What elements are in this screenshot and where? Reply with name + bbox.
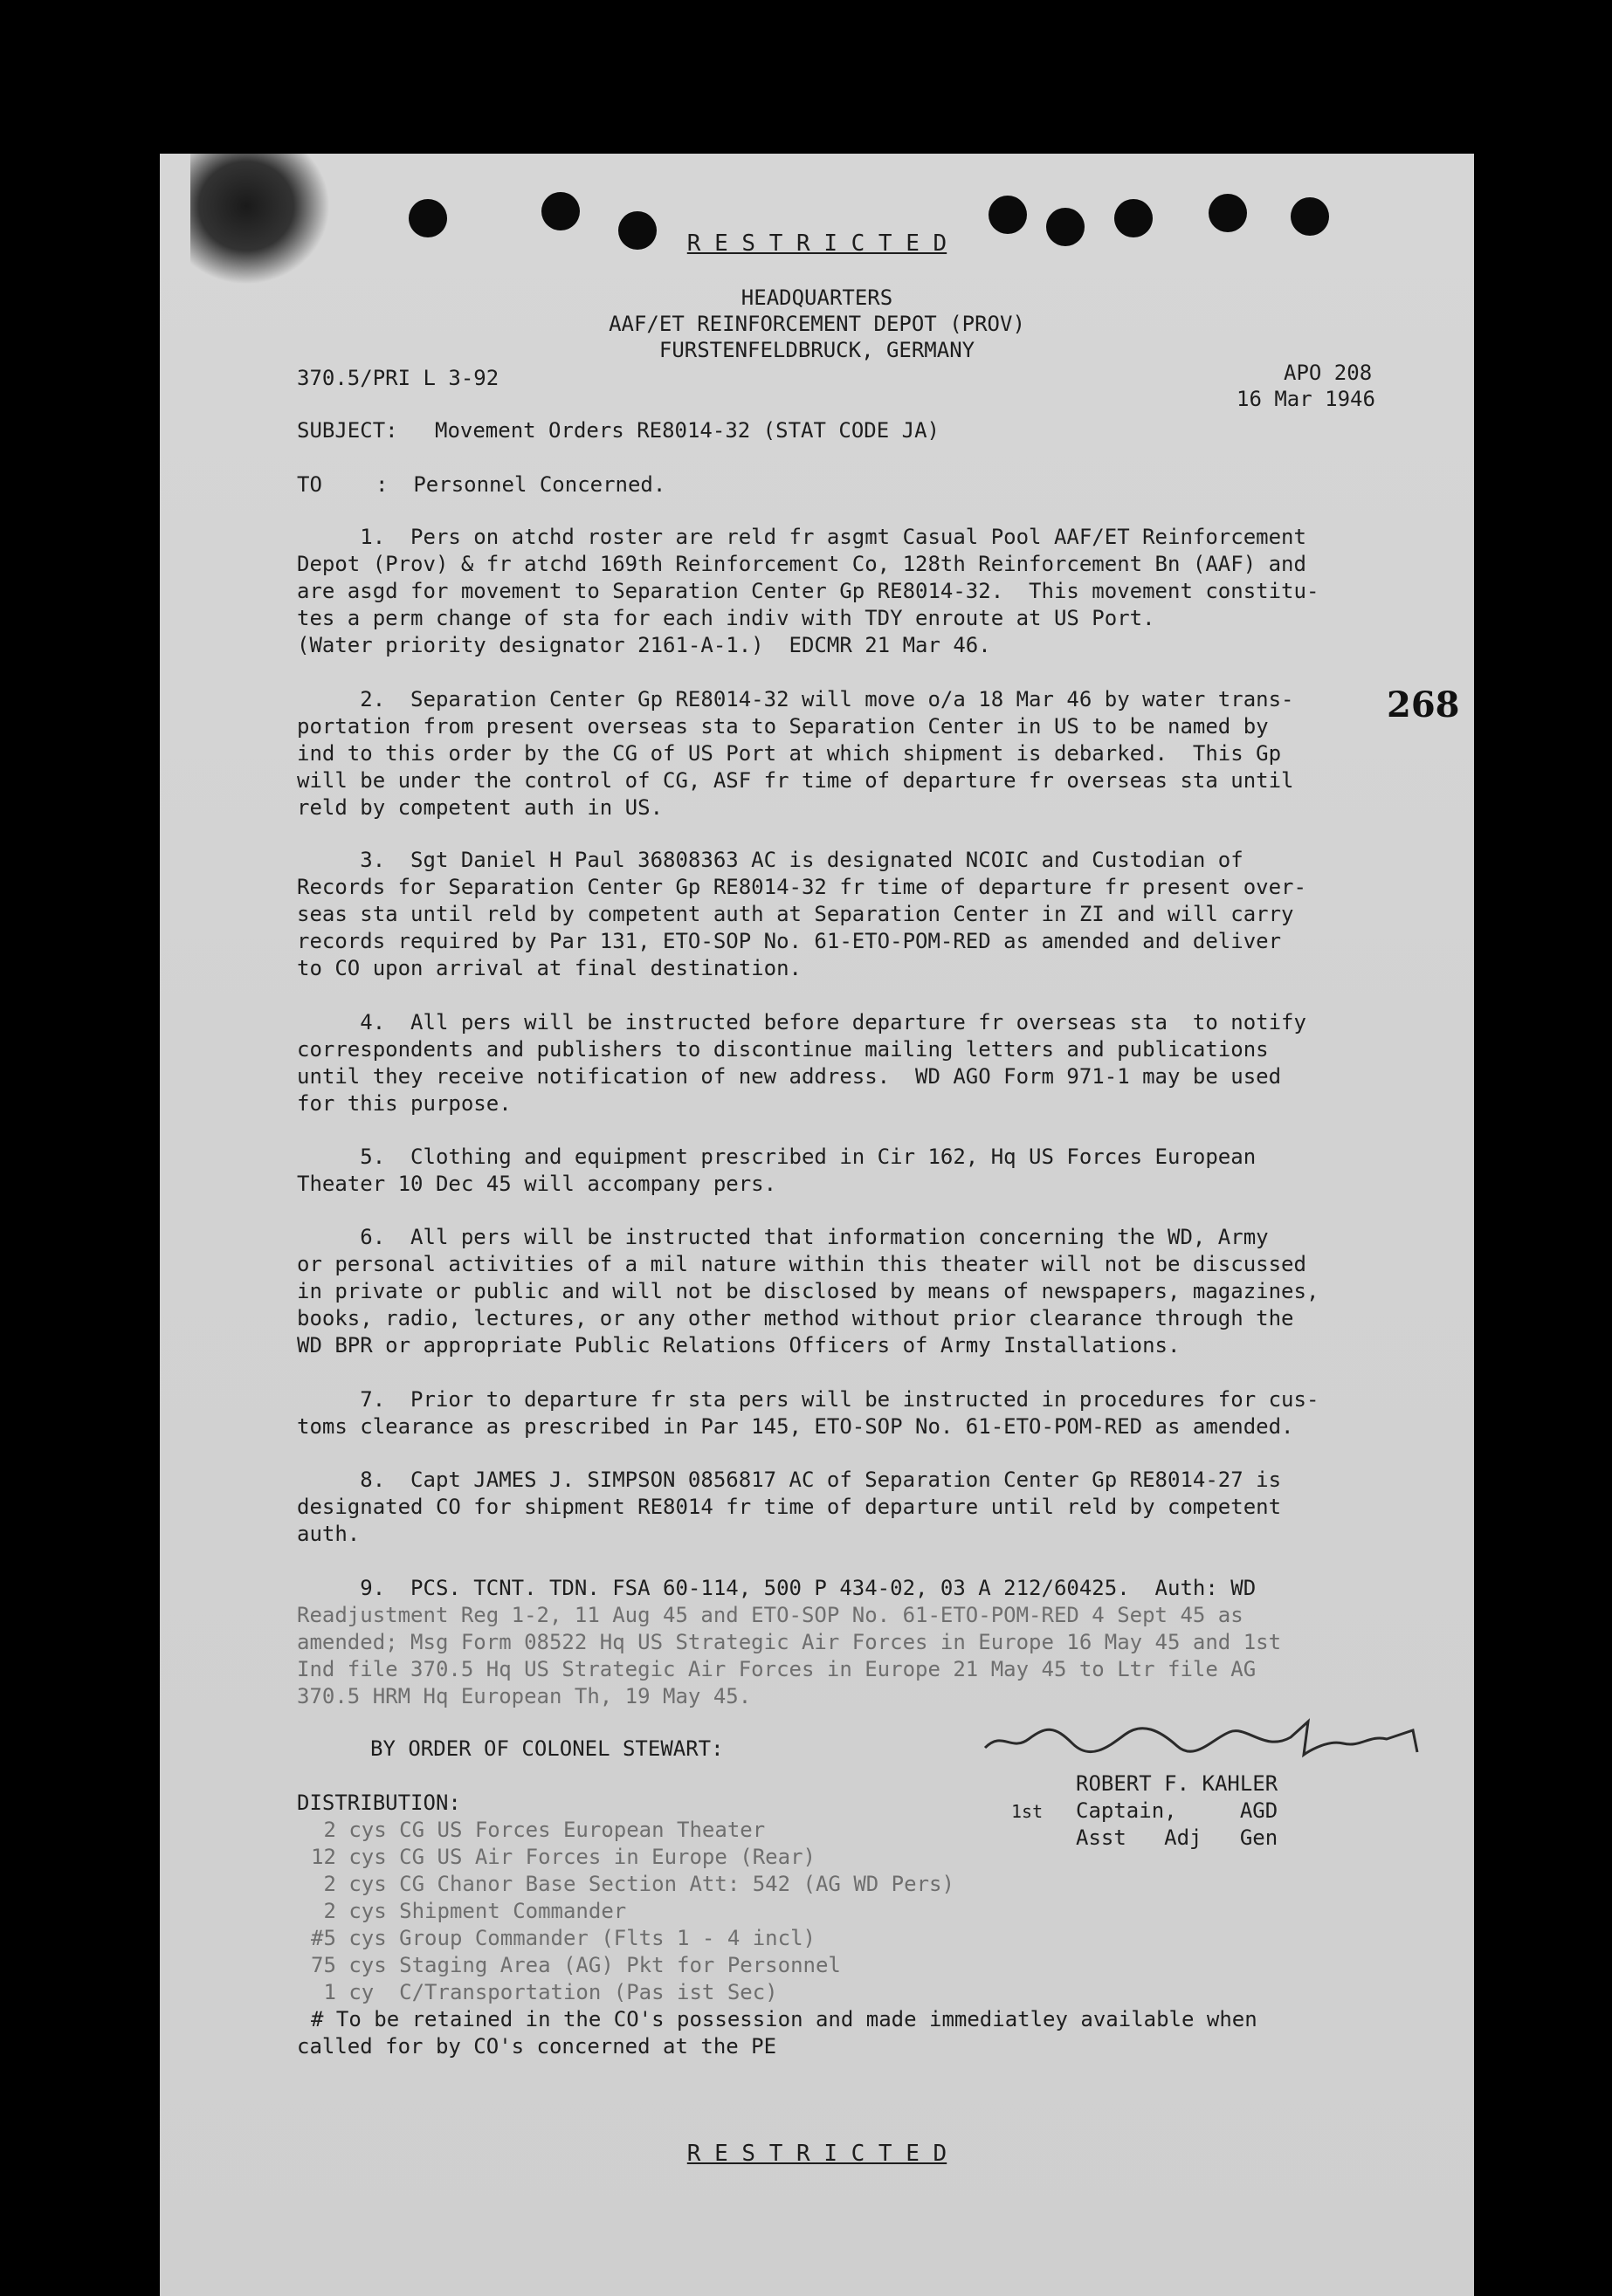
header-line-1: HEADQUARTERS — [741, 285, 893, 310]
paragraph-line: 4. All pers will be instructed before departure fr overseas sta to notify — [297, 1010, 1306, 1035]
handwritten-signature — [976, 1713, 1430, 1765]
paragraph-line: portation from present overseas sta to Separation Center in US to be named by — [297, 714, 1269, 739]
paragraph-line: 9. PCS. TCNT. TDN. FSA 60-114, 500 P 434-02, 03 A 212/60425. Auth: WD — [297, 1576, 1257, 1600]
signature-prefix: 1st — [1011, 1801, 1044, 1822]
paragraph-line: 8. Capt JAMES J. SIMPSON 0856817 AC of Separation Center Gp RE8014-27 is — [297, 1468, 1282, 1492]
paragraph-line: 370.5 HRM Hq European Th, 19 May 45. — [297, 1684, 752, 1708]
torn-corner — [190, 154, 330, 285]
page-number: 268 — [1387, 684, 1460, 725]
punch-hole — [989, 196, 1027, 234]
distribution-item: 1 cy C/Transportation (Pas ist Sec) — [311, 1980, 778, 2004]
paragraph-line: 5. Clothing and equipment prescribed in Cir 162, Hq US Forces European — [297, 1145, 1257, 1169]
punch-hole — [1209, 194, 1247, 232]
paragraph-line: are asgd for movement to Separation Center Gp RE8014-32. This movement constitu- — [297, 579, 1319, 603]
subject-text: Movement Orders RE8014-32 (STAT CODE JA) — [435, 418, 940, 443]
paragraph-line: Records for Separation Center Gp RE8014-32 fr time of departure fr present over- — [297, 875, 1306, 899]
paragraph-line: auth. — [297, 1522, 361, 1546]
paragraph-line: designated CO for shipment RE8014 fr time of departure until reld by competent — [297, 1495, 1282, 1519]
distribution-item: 2 cys CG US Forces European Theater — [311, 1818, 766, 1842]
distribution-item: 2 cys CG Chanor Base Section Att: 542 (AG WD Pers) — [311, 1872, 954, 1896]
paragraph-line: correspondents and publishers to discontinue mailing letters and publications — [297, 1037, 1269, 1062]
classification-bottom: R E S T R I C T E D — [686, 2141, 947, 2167]
paragraph-line: Theater 10 Dec 45 will accompany pers. — [297, 1172, 777, 1196]
distribution-label: DISTRIBUTION: — [297, 1791, 461, 1815]
paragraph-line: reld by competent auth in US. — [297, 795, 664, 820]
header-line-3: FURSTENFELDBRUCK, GERMANY — [658, 338, 975, 362]
to-text: : Personnel Concerned. — [375, 472, 666, 497]
paragraph-line: WD BPR or appropriate Public Relations Officers of Army Installations. — [297, 1333, 1181, 1358]
paragraph-line: Ind file 370.5 Hq US Strategic Air Forces in Europe 21 May 45 to Ltr file AG — [297, 1657, 1257, 1681]
paragraph-line: to CO upon arrival at final destination. — [297, 956, 802, 980]
paragraph-line: books, radio, lectures, or any other method without prior clearance through the — [297, 1306, 1294, 1330]
document-date: 16 Mar 1946 — [1237, 387, 1375, 411]
signature-title: Asst Adj Gen — [1076, 1825, 1278, 1850]
distribution-item: 75 cys Staging Area (AG) Pkt for Personnel — [311, 1953, 841, 1977]
punch-hole — [541, 192, 580, 230]
file-reference: 370.5/PRI L 3-92 — [297, 366, 499, 390]
paragraph-line: will be under the control of CG, ASF fr time of departure fr overseas sta until — [297, 768, 1294, 793]
apo-number: APO 208 — [1284, 361, 1373, 385]
paragraph-line: 3. Sgt Daniel H Paul 36808363 AC is designated NCOIC and Custodian of — [297, 848, 1243, 872]
paragraph-line: Readjustment Reg 1-2, 11 Aug 45 and ETO-SOP No. 61-ETO-POM-RED 4 Sept 45 as — [297, 1603, 1243, 1627]
paragraph-line: ind to this order by the CG of US Port at which shipment is debarked. This Gp — [297, 741, 1282, 766]
paragraph-line: until they receive notification of new address. WD AGO Form 971-1 may be used — [297, 1064, 1282, 1089]
paragraph-line: toms clearance as prescribed in Par 145, ETO-SOP No. 61-ETO-POM-RED as amended. — [297, 1414, 1294, 1439]
distribution-item: 12 cys CG US Air Forces in Europe (Rear) — [311, 1845, 816, 1869]
distribution-item: 2 cys Shipment Commander — [311, 1899, 627, 1923]
paragraph-line: 1. Pers on atchd roster are reld fr asgmt Casual Pool AAF/ET Reinforcement — [297, 525, 1306, 549]
distribution-item: #5 cys Group Commander (Flts 1 - 4 incl) — [311, 1926, 816, 1950]
classification-top: R E S T R I C T E D — [686, 230, 947, 257]
paragraph-line: for this purpose. — [297, 1091, 512, 1116]
paragraph-line: 6. All pers will be instructed that information concerning the WD, Army — [297, 1225, 1269, 1249]
paragraph-line: in private or public and will not be disclosed by means of newspapers, magazines, — [297, 1279, 1319, 1303]
footnote-line: # To be retained in the CO's possession and made immediatley available when — [311, 2007, 1257, 2031]
signature-rank: Captain, AGD — [1076, 1798, 1278, 1823]
paragraph-line: Depot (Prov) & fr atchd 169th Reinforcement Co, 128th Reinforcement Bn (AAF) and — [297, 552, 1306, 576]
paragraph-line: seas sta until reld by competent auth at Separation Center in ZI and will carry — [297, 902, 1294, 926]
paragraph-line: 2. Separation Center Gp RE8014-32 will move o/a 18 Mar 46 by water trans- — [297, 687, 1294, 711]
subject-label: SUBJECT: — [297, 418, 398, 443]
to-label: TO — [297, 472, 322, 497]
paragraph-line: or personal activities of a mil nature within this theater will not be discussed — [297, 1252, 1306, 1276]
paragraph-line: amended; Msg Form 08522 Hq US Strategic Air Forces in Europe 16 May 45 and 1st — [297, 1630, 1282, 1654]
paragraph-line: (Water priority designator 2161-A-1.) EDCMR 21 Mar 46. — [297, 633, 991, 657]
header-line-2: AAF/ET REINFORCEMENT DEPOT (PROV) — [609, 312, 1025, 336]
footnote-line: called for by CO's concerned at the PE — [297, 2034, 777, 2059]
paragraph-line: 7. Prior to departure fr sta pers will be instructed in procedures for cus- — [297, 1387, 1319, 1412]
paragraph-line: tes a perm change of sta for each indiv with TDY enroute at US Port. — [297, 606, 1155, 630]
signature-name: ROBERT F. KAHLER — [1076, 1771, 1278, 1796]
paragraph-line: records required by Par 131, ETO-SOP No. 61-ETO-POM-RED as amended and deliver — [297, 929, 1282, 953]
order-line: BY ORDER OF COLONEL STEWART: — [370, 1736, 724, 1761]
